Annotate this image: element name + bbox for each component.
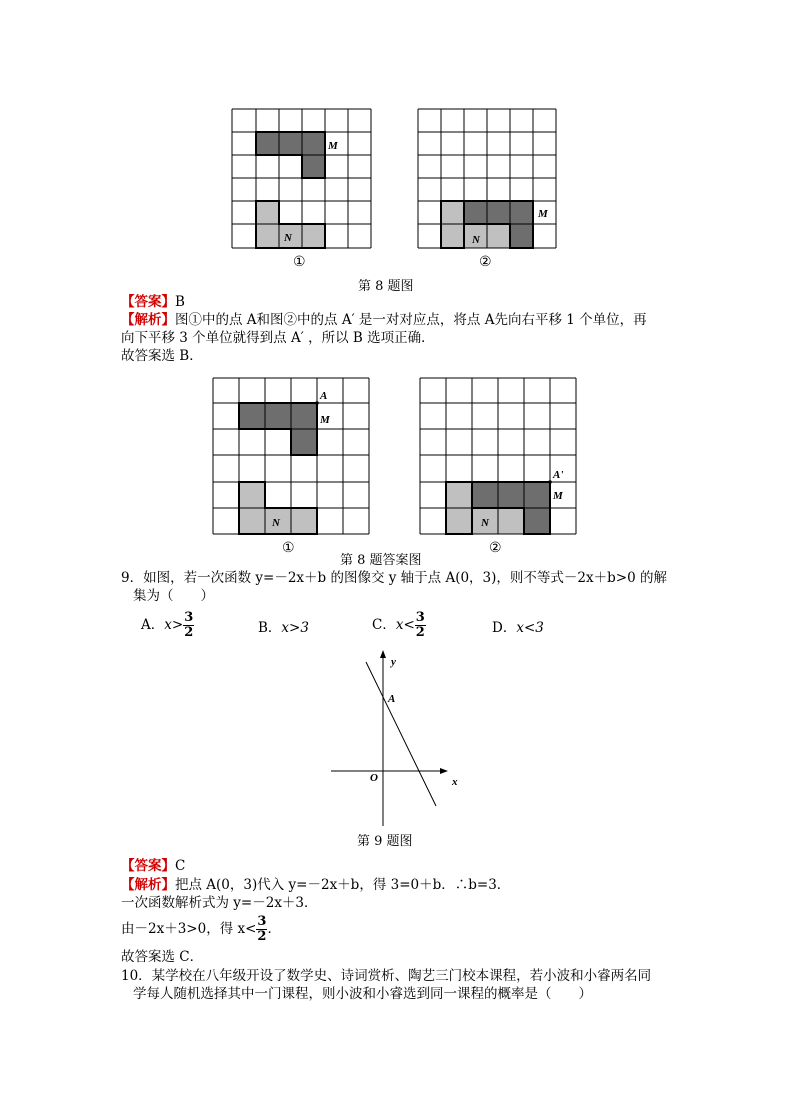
q8a-fig2-label: ② xyxy=(489,541,502,556)
q8-label-n1: N xyxy=(284,232,292,244)
q9-y-arrow xyxy=(380,650,386,658)
q8-figure xyxy=(0,0,790,280)
q8a-label-m2: M xyxy=(553,490,563,502)
q9-stem-line2: 集为（ ） xyxy=(133,588,214,604)
q8-fig2-label: ② xyxy=(479,255,492,270)
q9-option-b: B．x>3 xyxy=(258,620,309,636)
q8-label-m1: M xyxy=(328,140,338,152)
q9-label-a: A xyxy=(388,693,396,705)
q8-conclusion: 故答案选 B． xyxy=(121,348,203,364)
q9-option-d: D．x<3 xyxy=(492,620,544,636)
q8-analysis-line2: 向下平移 3 个单位就得到点 A′ ，所以 B 选项正确． xyxy=(121,330,435,346)
q8-fig1-label: ① xyxy=(293,255,306,270)
q9-label-o: O xyxy=(370,772,378,784)
q8-answer-value: B xyxy=(175,294,185,310)
q8-label-m2: M xyxy=(538,208,548,220)
q9-label-y: y xyxy=(391,656,396,668)
q10-stem-line1: 10．某学校在八年级开设了数学史、诗词赏析、陶艺三门校本课程，若小波和小睿两名同 xyxy=(121,968,652,984)
q9-answer-tag: 【答案】 xyxy=(121,858,175,874)
q8-answer-tag: 【答案】 xyxy=(121,294,175,310)
q8-answer-grid-1 xyxy=(213,378,369,534)
q9-conclusion: 故答案选 C． xyxy=(121,949,204,965)
q9-function-line xyxy=(366,662,436,806)
q8-answer-line xyxy=(121,293,185,311)
q8a-label-n1: N xyxy=(272,517,280,529)
q8-analysis-text1: 图①中的点 A和图②中的点 A′ 是一对对应点，将点 A先向右平移 1 个单位，再 xyxy=(175,312,647,328)
q9-x-arrow xyxy=(440,768,448,774)
q8-analysis-line1 xyxy=(121,311,647,329)
q10-stem-line2: 学每人随机选择其中一门课程，则小波和小睿选到同一课程的概率是（ ） xyxy=(133,986,592,1002)
q8-label-n2: N xyxy=(472,234,480,246)
q8-grid-1 xyxy=(232,109,371,248)
q8a-label-n2: N xyxy=(481,517,489,529)
q8a-fig1-label: ① xyxy=(282,541,295,556)
q8a-label-m1: M xyxy=(320,414,330,426)
q8-answer-figure xyxy=(0,370,790,560)
q9-option-c: C．x< $\frac{3}{2}$ xyxy=(372,610,425,640)
q8a-label-a2: A' xyxy=(553,469,564,481)
q9-answer-line xyxy=(121,857,185,875)
q8-fig-caption: 第 8 题图 xyxy=(358,279,414,294)
q9-analysis-tag: 【解析】 xyxy=(121,877,175,893)
q8-answer-fig-caption: 第 8 题答案图 xyxy=(340,553,422,568)
q9-label-x: x xyxy=(452,776,458,788)
q8-grid-2 xyxy=(418,109,556,248)
q9-graph xyxy=(0,640,790,840)
q9-stem-line1: 9．如图，若一次函数 y=－2x＋b 的图像交 y 轴于点 A(0，3)，则不等式－2x＋b>0 的解 xyxy=(121,570,667,586)
q8-answer-grid-2 xyxy=(420,378,576,534)
q9-option-a: A．x> $\frac{3}{2}$ xyxy=(141,610,194,640)
q9-fig-caption: 第 9 题图 xyxy=(357,834,413,849)
q9-analysis-line3: 由－2x＋3>0，得 x< $\frac{3}{2}$ ． xyxy=(121,914,281,944)
q8-analysis-tag: 【解析】 xyxy=(121,312,175,328)
q9-analysis-text1: 把点 A(0，3)代入 y=－2x＋b，得 3=0＋b．∴b=3． xyxy=(175,877,511,893)
q9-answer-value: C xyxy=(175,858,186,874)
q8a-label-a1: A xyxy=(320,390,328,402)
q9-analysis-line1 xyxy=(121,876,510,894)
q9-analysis-line2: 一次函数解析式为 y=－2x＋3． xyxy=(121,895,318,911)
